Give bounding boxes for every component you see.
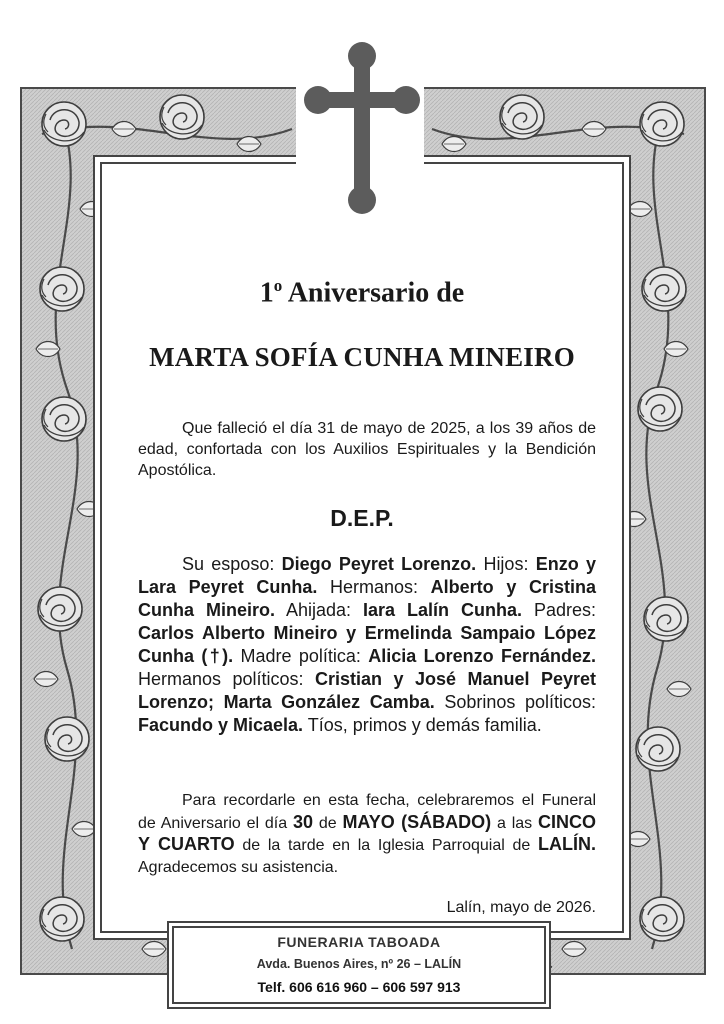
hermanos-label: Hermanos: [317,577,431,597]
padres-names: Carlos Alberto Mineiro y Ermelinda Sampaio López Cunha (†). [138,623,596,666]
funeral-home-name: FUNERARIA TABOADA [277,934,441,950]
funeral-home-phone: Telf. 606 616 960 – 606 597 913 [257,979,461,995]
dep-heading: D.E.P. [330,505,394,531]
hermanos-politicos-label: Hermanos políticos: [138,669,316,689]
sobrinos-label: Sobrinos políticos: [434,692,597,712]
anniversary-ordinal: 1 [259,277,274,309]
anniversary-title [100,276,624,309]
sobrinos-names: Facundo y Micaela. [138,715,304,735]
funeral-home-address: Avda. Buenos Aires, nº 26 – LALÍN [256,957,462,971]
funeral-time: CINCO Y CUARTO [138,811,597,854]
funeral-home-box [172,926,546,1004]
anniversary-title-text: Aniversario de [282,277,465,309]
hijos-label: Hijos: [476,554,536,574]
hermanos-politicos-names: Cristian y José Manuel Peyret Lorenzo; Marta González Camba. [138,669,596,712]
funeral-place: LALÍN. [538,834,596,854]
madre-politica-label: Madre política: [233,646,369,666]
dateline: Lalín, mayo de 2026. [446,899,596,916]
funeral-month: MAYO (SÁBADO) [342,811,492,832]
funeral-text-5: Agradecemos su asistencia. [138,858,339,876]
ahijada-label: Ahijada: [274,600,363,620]
funeral-day: 30 [292,811,313,832]
madre-politica-name: Alicia Lorenzo Fernández. [368,646,596,666]
esposo-label: Su esposo: [182,554,282,574]
family-list [138,553,596,737]
hermanos-names: Alberto y Cristina Cunha Mineiro. [138,577,596,620]
funeral-text-3: a las [491,814,539,832]
cross-icon [304,42,420,219]
hijos-names: Enzo y Lara Peyret Cunha. [138,554,596,597]
padres-label: Padres: [521,600,596,620]
esposo-name: Diego Peyret Lorenzo. [281,554,477,574]
other-family: Tíos, primos y demás familia. [303,715,542,735]
anniversary-ordinal-suffix: o [273,276,283,295]
funeral-text-1: Para recordarle en esta fecha, celebraremos el Funeral de Aniversario el día [138,792,596,832]
deceased-name: MARTA SOFÍA CUNHA MINEIRO [149,342,575,372]
funeral-details [138,790,596,878]
ahijada-name: Iara Lalín Cunha. [363,600,522,620]
death-notice-text: Que falleció el día 31 de mayo de 2025, a los 39 años de edad, confortada con los Auxilios Espirituales y la Bendición Apostólica. [138,420,596,479]
funeral-text-2: de [312,814,343,832]
funeral-text-4: de la tarde en la Iglesia Parroquial de [234,837,538,854]
